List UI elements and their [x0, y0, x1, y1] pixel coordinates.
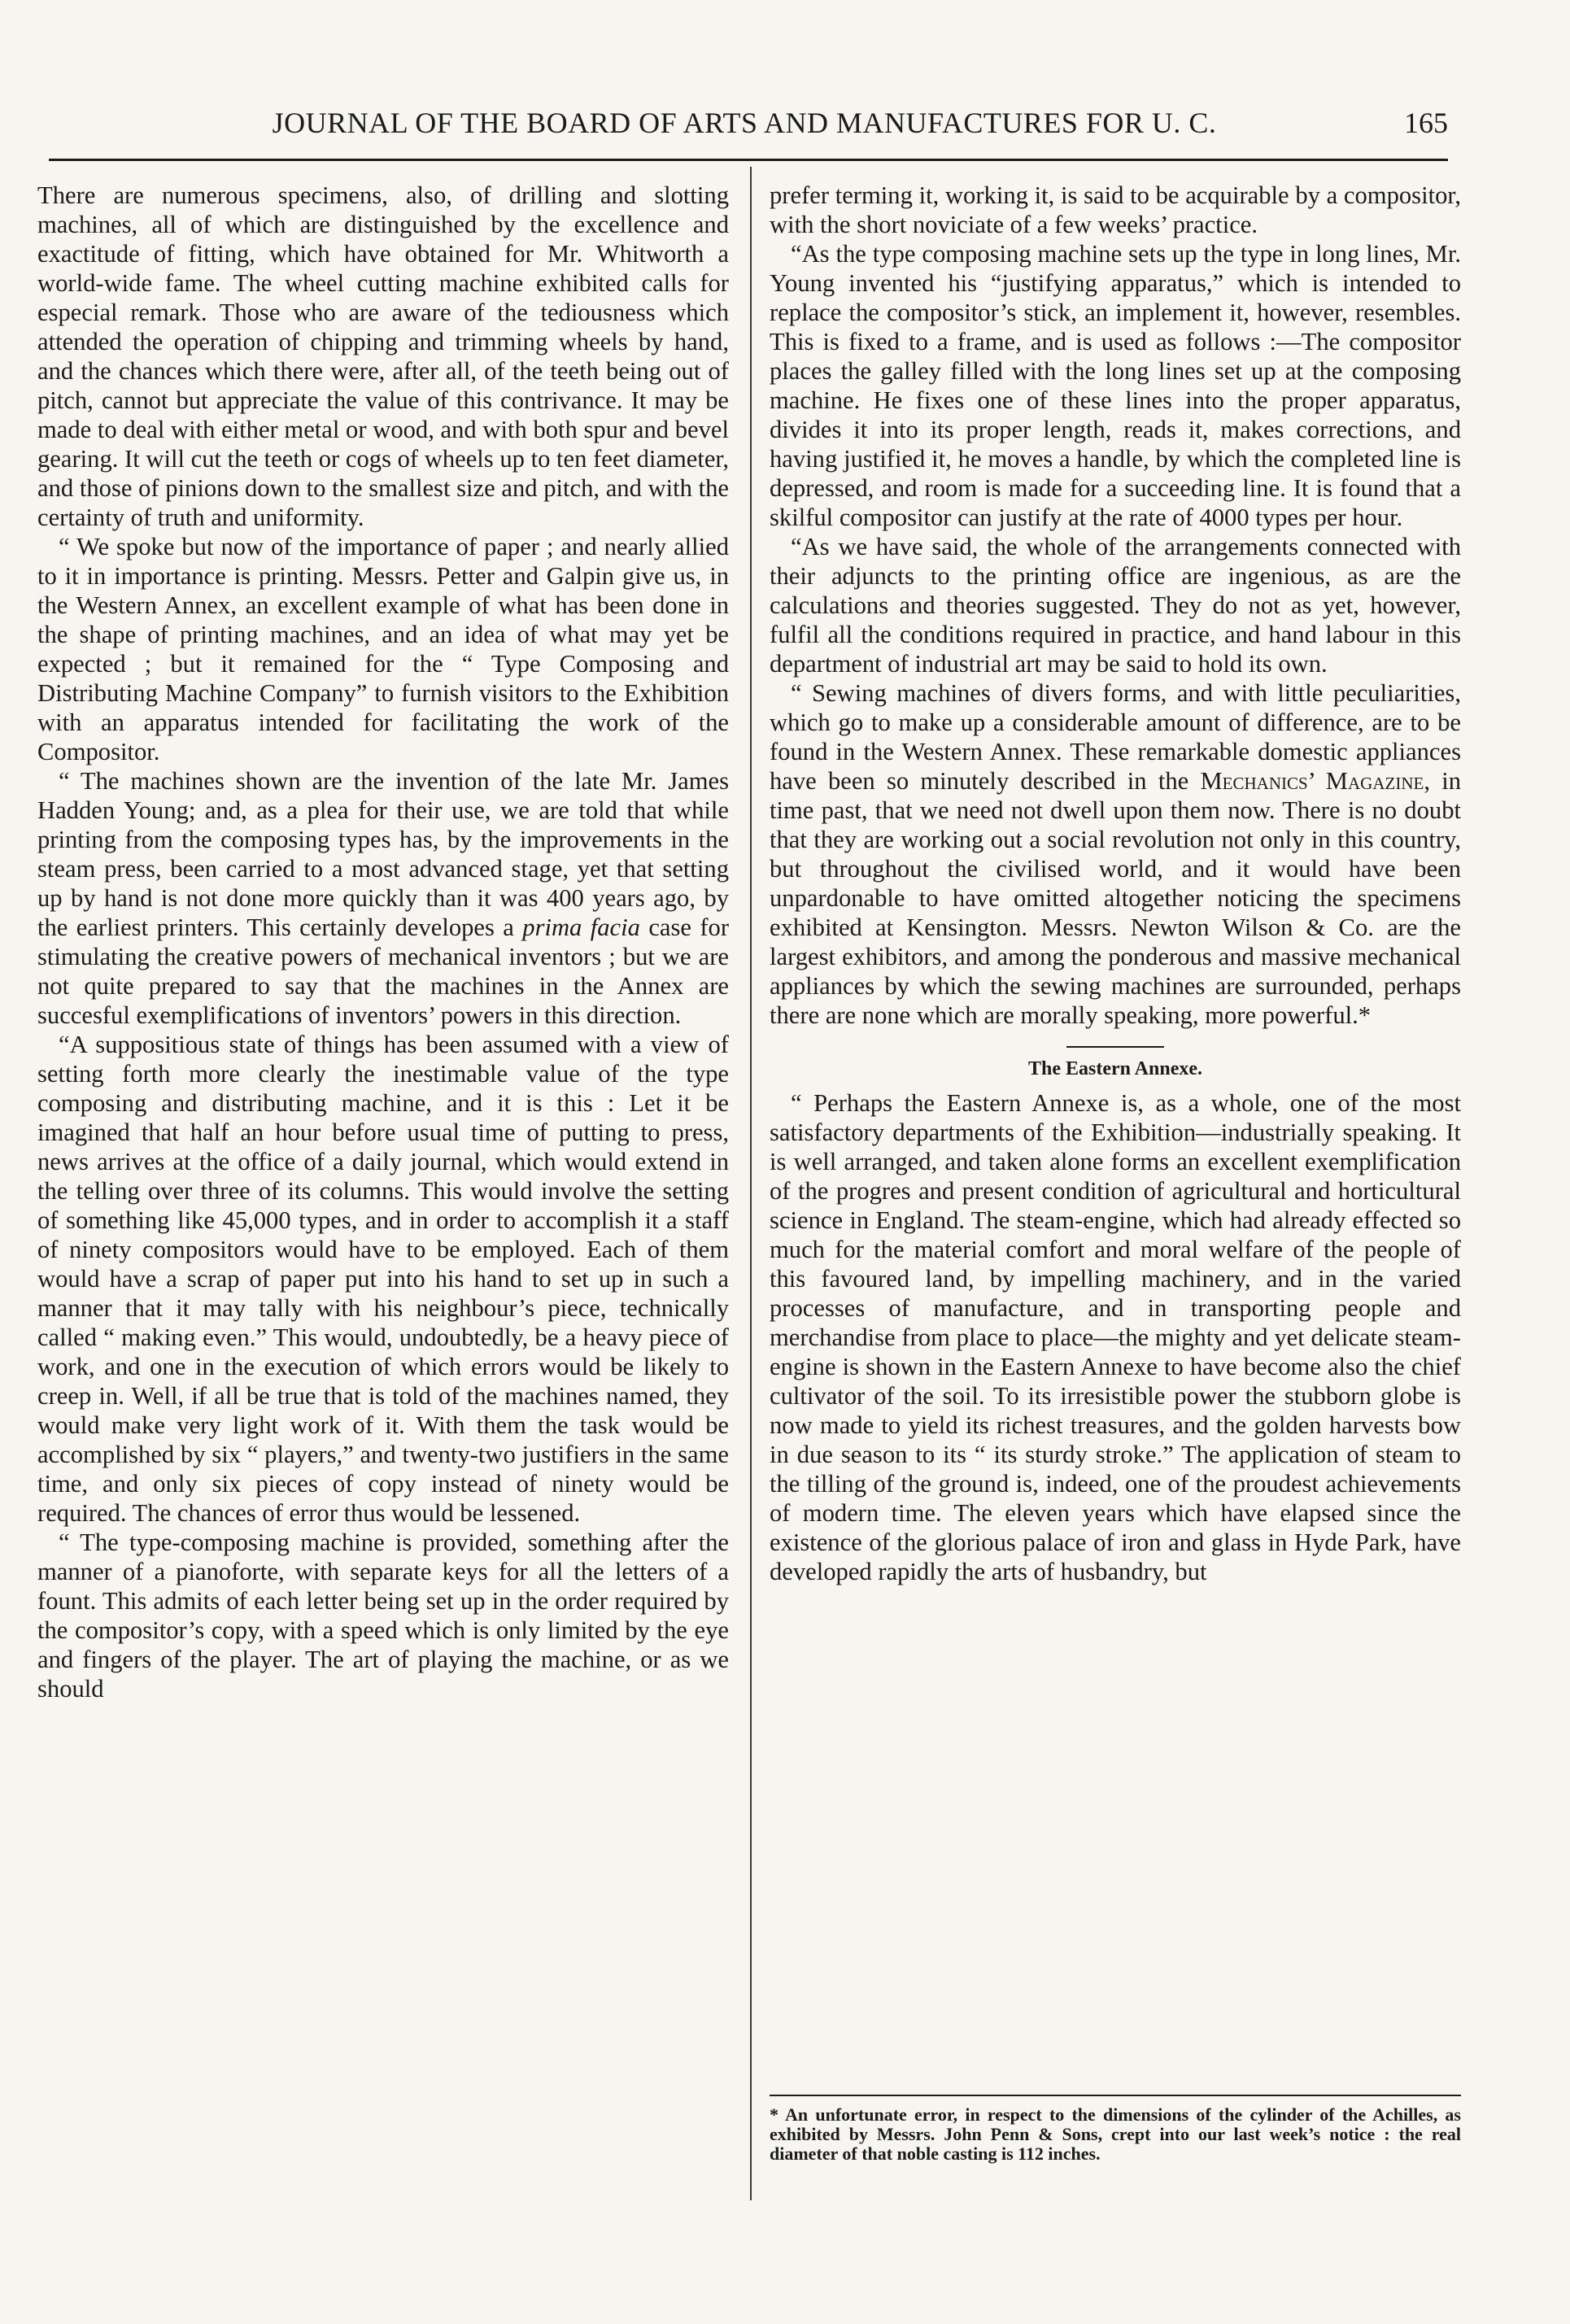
running-header [49, 106, 1448, 155]
right-column [770, 181, 1461, 1586]
header-rule [49, 159, 1448, 161]
column-divider [750, 167, 752, 2200]
paragraph-arrangements: “As we have said, the whole of the arrangements connected with their adjuncts to the printing office are ingenious, as are the calculations and theories suggested. They do not as yet, however, fulfil all the conditions required in practice, and hand labour in this department of industrial art may be said to hold its own. [770, 533, 1461, 678]
paragraph-type-composing: “ The type-composing machine is provided, something after the manner of a pianoforte, with separate keys for all the letters of a fount. This admits of each letter being set up in the order required by the compositor’s copy, with a speed which is only limited by the eye and fingers of the player. The art of playing the machine, or as we should [37, 1528, 729, 1703]
paragraph-sewing-text-a: “ Sewing machines of divers forms, and with little peculiarities, which go to make up a considerable amount of difference, are to be found in the Western Annex. These remarkable domestic appliances have been so minutely described in the [770, 679, 1461, 795]
page-number: 165 [1404, 107, 1448, 139]
paragraph-printing: “ We spoke but now of the importance of paper ; and nearly allied to it in importance is printing. Messrs. Petter and Galpin give us, in the Western Annex, an excellent example of what has been done in the shape of printing machines, and an idea of what may yet be expected ; but it remained for the “ Type Composing and Distributing Machine Company” to furnish visitors to the Exhibition with an apparatus intended for facilitating the work of the Compositor. [37, 533, 729, 765]
paragraph-machines [37, 766, 729, 1030]
section-heading: The Eastern Annexe. [770, 1057, 1461, 1080]
footnote-rule [770, 2095, 1461, 2096]
paragraph-suppositious: “A suppositious state of things has been assumed with a view of setting forth more clearly the inestimable value of the type composing and distributing machine, and it is this : Let it be imagined that half an hour before usual time of putting to press, news arrives at the office of a daily journal, which would extend in the telling over three of its columns. This would involve the setting of something like 45,000 types, and in order to accomplish it a staff of ninety compositors would have to be employed. Each of them would have a scrap of paper put into his hand to set up in such a manner that it may tally with his neighbour’s piece, technically called “ making even.” This would, undoubtedly, be a heavy piece of work, and one in the execution of which errors would be likely to creep in. Well, if all be true that is told of the machines named, they would make very light work of it. With them the task would be accomplished by six “ players,” and twenty-two justifiers in the same time, and only six pieces of copy instead of ninety would be required. The chances of error thus would be lessened. [37, 1031, 729, 1527]
footnote: * An unfortunate error, in respect to the dimensions of the cylinder of the Achilles, as exhibited by Messrs. John Penn & Sons, crept into our last week’s notice : the real diameter of that noble casting is 112 inches. [770, 2104, 1461, 2164]
paragraph-eastern-annexe: “ Perhaps the Eastern Annexe is, as a whole, one of the most satisfactory departments of the Exhibition—industrially speaking. It is well arranged, and taken alone forms an excellent exemplification of the progres and present condition of agricultural and horticultural science in England. The steam-engine, which had already effected so much for the material comfort and moral welfare of the people of this favoured land, by impelling machinery, and in the varied processes of manufacture, and in transporting people and merchandise from place to place—the mighty and yet delicate steam-engine is shown in the Eastern Annexe to have become also the chief cultivator of the soil. To its irresistible power the stubborn globe is now made to yield its richest treasures, and the golden harvests bow in due season to its “ its sturdy stroke.” The application of steam to the tilling of the ground is, indeed, one of the proudest achievements of modern time. The eleven years which have elapsed since the existence of the glorious palace of iron and glass in Hyde Park, have developed rapidly the arts of husbandry, but [770, 1089, 1461, 1585]
magazine-name: Mechanics’ Magazine, [1200, 767, 1430, 795]
paragraph-machines-text-a: “ The machines shown are the invention of the late Mr. James Hadden Young; and, as a plea for their use, we are told that while printing from the composing types has, by the improvements in the steam press, been carried to a most advanced stage, yet that setting up by hand is not done more quickly than it was 400 years ago, by the earliest printers. This certainly developes a [37, 767, 729, 941]
paragraph-justifying: “As the type composing machine sets up the type in long lines, Mr. Young invented his “justifying apparatus,” which is intended to replace the compositor’s stick, an implement it, however, resembles. This is fixed to a frame, and is used as follows :—The compositor places the galley filled with the long lines set up at the composing machine. He fixes one of these lines into the proper apparatus, divides it into its proper length, reads it, makes corrections, and having justified it, he moves a handle, by which the completed line is depressed, and room is made for a succeeding line. It is found that a skilful compositor can justify at the rate of 4000 types per hour. [770, 240, 1461, 531]
left-column [37, 181, 729, 1703]
paragraph-whitworth: There are numerous specimens, also, of drilling and slotting machines, all of which are distinguished by the excellence and exactitude of fitting, which have obtained for Mr. Whitworth a world-wide fame. The wheel cutting machine exhibited calls for especial remark. Those who are aware of the tediousness which attended the operation of chipping and trimming wheels by hand, and the chances which there were, after all, of the teeth being out of pitch, cannot but appreciate the value of this contrivance. It may be made to deal with either metal or wood, and with both spur and bevel gearing. It will cut the teeth or cogs of wheels up to ten feet diameter, and those of pinions down to the smallest size and pitch, and with the certainty of truth and uniformity. [37, 181, 730, 531]
paragraph-sewing [770, 678, 1461, 1030]
paragraph-continuation: prefer terming it, working it, is said to be acquirable by a compositor, with the short noviciate of a few weeks’ practice. [770, 181, 1461, 238]
paragraph-machines-text-b: case for stimulating the creative powers of mechanical inventors ; but we are not quite prepared to say that the machines in the Annex are succesful exemplifications of inventors’ powers in this direction. [37, 913, 730, 1029]
paragraph-sewing-text-b: in time past, that we need not dwell upon them now. There is no doubt that they are working out a social revolution not only in this country, but throughout the civilised world, and it would have been unpardonable to have omitted altogether noticing the specimens exhibited at Kensington. Messrs. Newton Wilson & Co. are the largest exhibitors, and among the ponderous and massive mechanical appliances by which the sewing machines are surrounded, perhaps there are none which are morally speaking, more powerful.* [770, 767, 1461, 1029]
journal-title: JOURNAL OF THE BOARD OF ARTS AND MANUFACTURES FOR U. C. [272, 107, 1217, 139]
paragraph-machines-italic: prima facia [522, 913, 640, 941]
